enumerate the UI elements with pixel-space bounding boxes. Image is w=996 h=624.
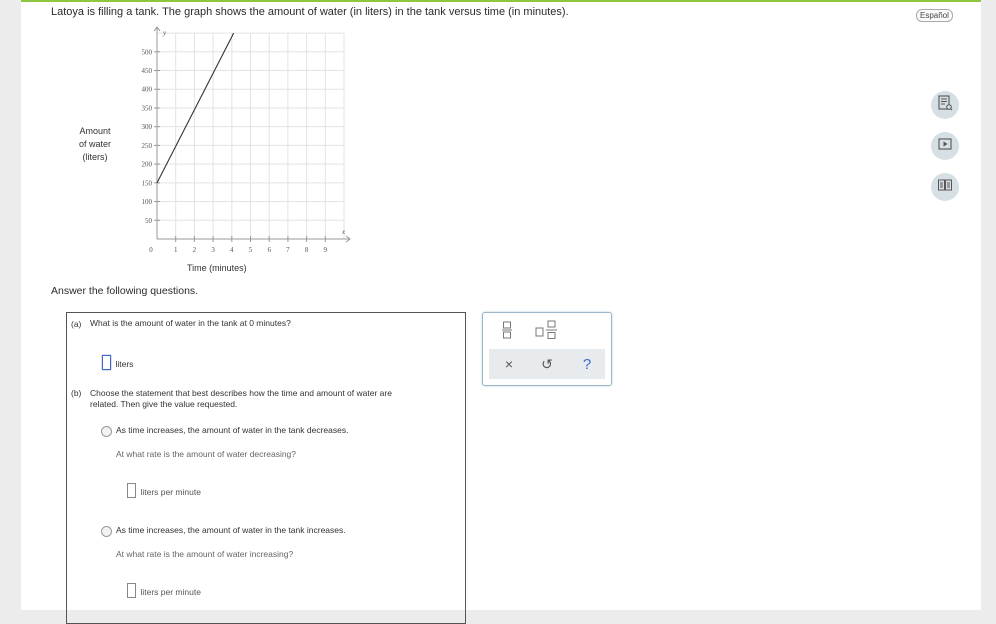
clear-button[interactable] [499, 354, 519, 374]
answer-heading: Answer the following questions. [51, 285, 199, 297]
origin-label: 0 [149, 246, 153, 254]
y-tick-label: 50 [145, 216, 152, 225]
decrease-rate-unit: liters per minute [140, 487, 201, 497]
x-tick-label: 7 [286, 246, 290, 254]
part-b-question-line2: related. Then give the value requested. [90, 399, 238, 409]
y-tick-label: 450 [141, 67, 152, 76]
textbook-icon [937, 95, 953, 116]
y-tick-label: 200 [141, 160, 152, 169]
y-tick-label: 500 [141, 48, 152, 57]
espanol-button[interactable]: Español [916, 9, 953, 22]
toolbox-actions [489, 349, 605, 379]
undo-icon: ↺ [541, 355, 553, 372]
part-b-question-line1: Choose the statement that best describes how the time and amount of water are [90, 388, 392, 398]
graph-canvas [73, 26, 346, 258]
fraction-button[interactable] [499, 322, 515, 342]
option-decreases-answer-row [127, 482, 201, 500]
undo-button[interactable] [537, 354, 557, 374]
x-axis-title: Time (minutes) [187, 263, 247, 273]
open-book-icon [937, 177, 953, 198]
part-a-question: What is the amount of water in the tank at 0 minutes? [90, 318, 291, 328]
part-a-unit: liters [115, 359, 134, 369]
option-increases-label[interactable]: As time increases, the amount of water in the tank increases. [116, 525, 346, 535]
y-tick-label: 250 [141, 141, 152, 150]
x-tick-label: 1 [173, 246, 178, 254]
option-decreases-subquestion: At what rate is the amount of water decreasing? [116, 449, 297, 459]
option-decreases-label[interactable]: As time increases, the amount of water in the tank decreases. [116, 425, 349, 435]
y-axis-title-line: Amount [79, 126, 111, 136]
mixed-number-icon [534, 320, 560, 345]
y-axis-title-line: of water [79, 139, 112, 149]
option-increases-subquestion: At what rate is the amount of water increasing? [116, 549, 294, 559]
option-increases-answer-row [127, 582, 201, 600]
x-tick-label: 3 [211, 246, 215, 254]
x-tick-label: 8 [304, 246, 309, 254]
part-a-marker: (a) [71, 319, 82, 329]
math-toolbox [482, 312, 612, 386]
y-tick-label: 300 [141, 123, 152, 132]
increase-rate-unit: liters per minute [140, 587, 201, 597]
decrease-rate-input[interactable] [127, 483, 136, 498]
part-a-answer-input[interactable] [102, 355, 111, 370]
y-tick-label: 400 [141, 85, 152, 94]
x-tick-label: 6 [267, 246, 271, 254]
fraction-icon [501, 321, 513, 344]
help-icon: ? [582, 355, 592, 373]
x-tick-label: 4 [230, 246, 234, 254]
x-tick-label: 9 [323, 246, 328, 254]
close-icon: × [504, 356, 514, 372]
x-tick-label: 5 [248, 246, 253, 254]
y-tick-label: 100 [141, 198, 152, 207]
video-play-icon [937, 136, 953, 157]
option-decreases-radio[interactable] [101, 426, 112, 437]
y-tick-label: 350 [141, 104, 152, 113]
x-tick-label: 2 [192, 246, 197, 254]
y-variable-label: y [163, 29, 167, 38]
x-variable-label: x [342, 228, 346, 236]
part-b-marker: (b) [71, 388, 82, 398]
textbook-button[interactable] [931, 91, 959, 119]
video-button[interactable] [931, 132, 959, 160]
problem-statement: Latoya is filling a tank. The graph shows the amount of water (in liters) in the tank versus time (in minutes). [51, 6, 569, 18]
y-tick-label: 150 [141, 179, 152, 188]
y-axis-title-line: (liters) [82, 152, 108, 162]
help-button[interactable] [577, 354, 597, 374]
mixed-number-button[interactable] [533, 322, 561, 342]
water-graph [73, 26, 346, 263]
ebook-button[interactable] [931, 173, 959, 201]
increase-rate-input[interactable] [127, 583, 136, 598]
question-panel [66, 312, 466, 624]
y-axis-title [79, 125, 111, 164]
option-increases-radio[interactable] [101, 526, 112, 537]
part-a-answer-row [102, 354, 133, 372]
page [21, 0, 981, 610]
